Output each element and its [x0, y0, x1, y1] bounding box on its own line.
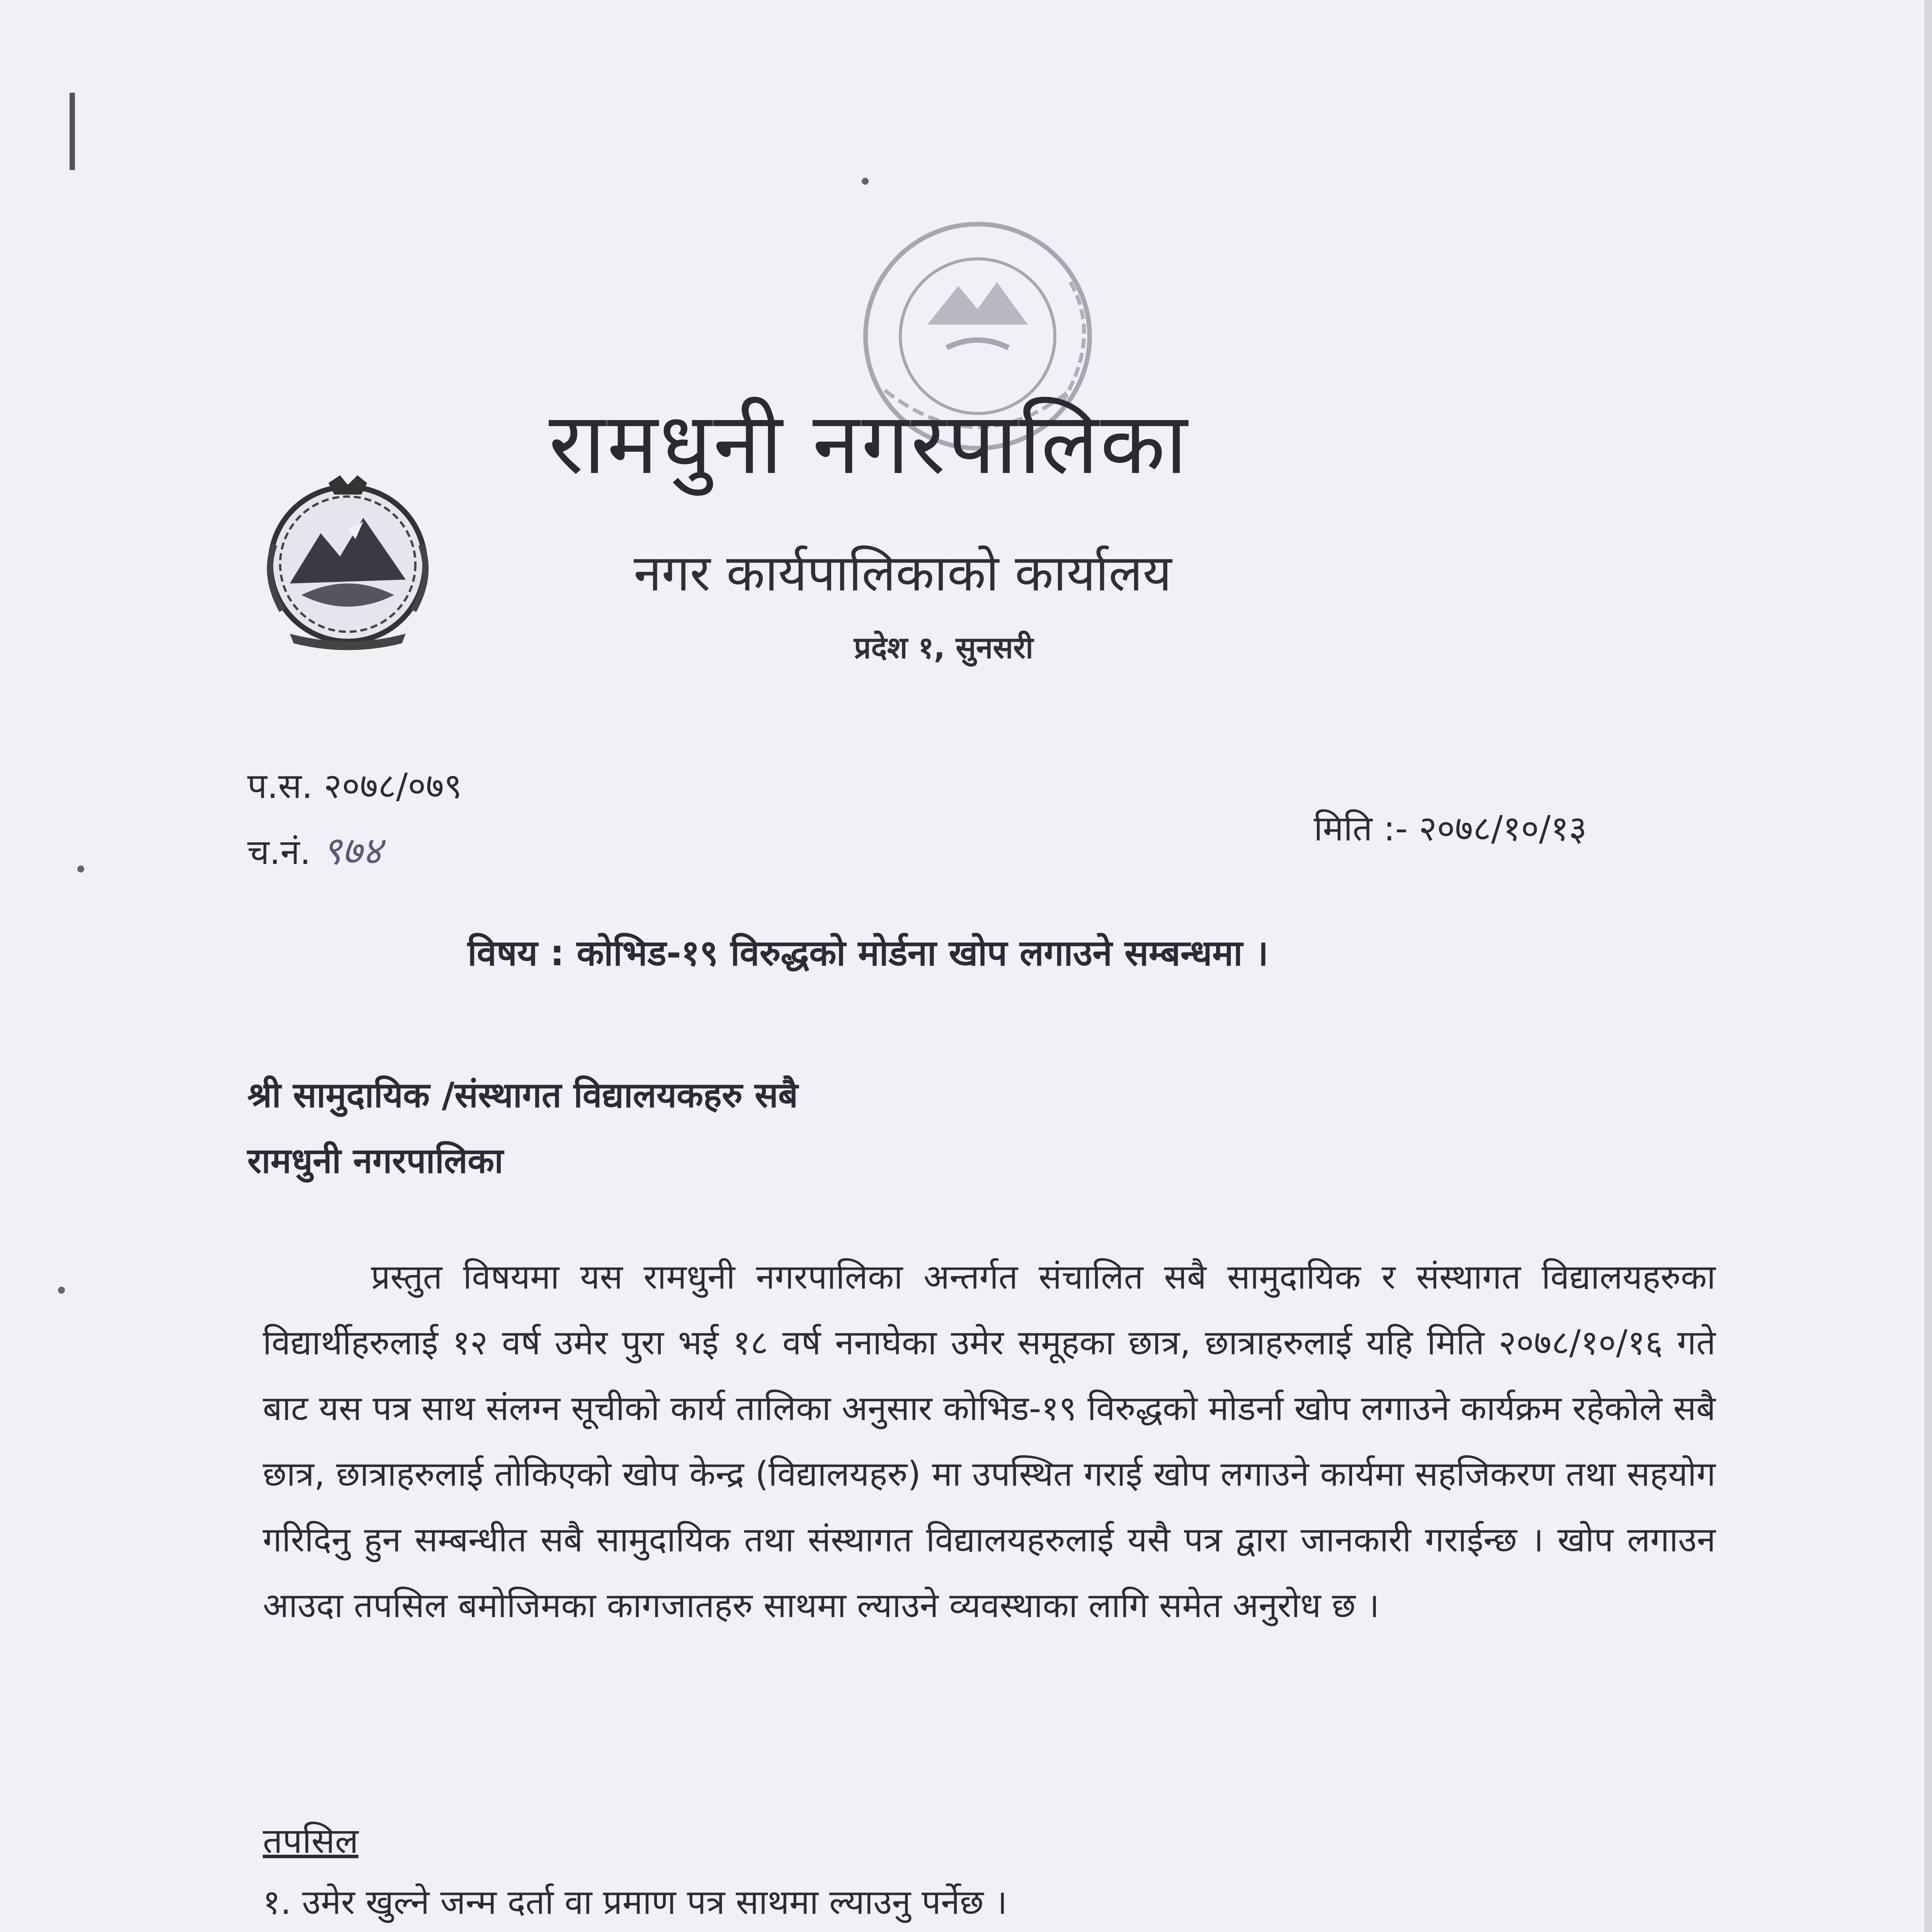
date-value: २०७८/१०/१३: [1418, 808, 1587, 849]
letter-subject: विषय : कोभिड-१९ विरुद्धको मोर्डना खोप लगाउने सम्बन्धमा ।: [468, 932, 1269, 974]
scan-mark: [70, 93, 75, 170]
dispatch-number: [247, 823, 382, 876]
list-item: १. उमेर खुल्ने जन्म दर्ता वा प्रमाण पत्र साथमा ल्याउनु पर्नेछ ।: [263, 1882, 1007, 1922]
scan-speck: [862, 178, 869, 185]
letter-number-value: २०७८/०७९: [323, 766, 462, 806]
municipality-name: रामधुनी नगरपालिका: [549, 394, 1189, 493]
letter-date: [1314, 804, 1587, 851]
letter-number-label: प.स.: [247, 766, 313, 806]
office-name: नगर कार्यपालिकाको कार्यालय: [634, 544, 1172, 602]
scan-speck: [77, 866, 84, 872]
dispatch-number-label: च.नं.: [247, 832, 311, 872]
date-label: मिति :-: [1314, 808, 1408, 849]
nepal-emblem-icon: [247, 468, 448, 653]
addressee-line-2: रामधुनी नगरपालिका: [247, 1141, 503, 1181]
addressee-line-1: श्री सामुदायिक /संस्थागत विद्यालयकहरु सबै: [247, 1075, 798, 1116]
dispatch-number-value: ९७४: [321, 828, 382, 873]
tapsil-heading: तपसिल: [263, 1821, 359, 1861]
letter-body: प्रस्तुत विषयमा यस रामधुनी नगरपालिका अन्तर्गत संचालित सबै सामुदायिक र संस्थागत विद्यालयहरुका विद्यार्थीहरुलाई १२ वर्ष उमेर पुरा भई १८ वर्ष ननाघेका उमेर समूहका छात्र, छात्राहरुलाई यहि मिति २०७८/१०/१६ गते बाट यस पत्र साथ संलग्न सूचीको कार्य तालिका अनुसार कोभिड-१९ विरुद्धको मोडर्ना खोप लगाउने कार्यक्रम रहेकोले सबै छात्र, छात्राहरुलाई तोकिएको खोप केन्द्र (विद्यालयहरु) मा उपस्थित गराई खोप लगाउने कार्यमा सहजिकरण तथा सहयोग गरिदिनु हुन सम्बन्धीत सबै सामुदायिक तथा संस्थागत विद्यालयहरुलाई यसै पत्र द्वारा जानकारी गराईन्छ । खोप लगाउन आउदा तपसिल बमोजिमका कागजातहरु साथमा ल्याउने व्यवस्थाका लागि समेत अनुरोध छ ।: [263, 1257, 1716, 1625]
scan-speck: [58, 1287, 65, 1294]
letter-number: [247, 761, 462, 808]
office-location: प्रदेश १, सुनसरी: [854, 631, 1034, 665]
page-edge: [1924, 0, 1932, 1932]
tapsil-list: [263, 1870, 1716, 1932]
